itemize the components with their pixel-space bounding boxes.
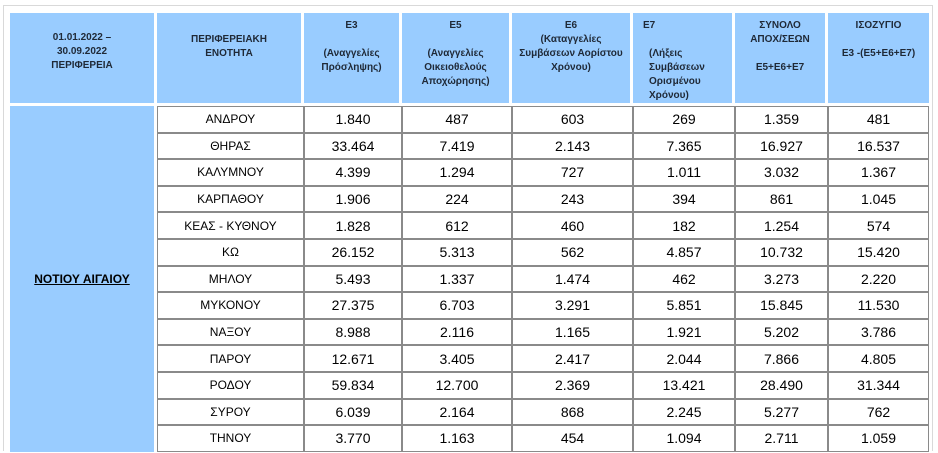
- balance-cell: 31.344: [828, 372, 929, 399]
- total-cell: 3.032: [735, 159, 828, 186]
- total-cell: 5.277: [735, 399, 828, 426]
- e3-cell: 8.988: [304, 319, 402, 346]
- header-e5: Ε5 (Αναγγελίες Οικειοθελούς Αποχώρησης): [402, 13, 512, 106]
- table-row: [10, 106, 929, 133]
- balance-cell: 1.059: [828, 425, 929, 452]
- employment-statistics-table: [10, 13, 929, 452]
- regional-unit-cell: ΚΑΛΥΜΝΟΥ: [157, 159, 304, 186]
- e7-cell: 394: [633, 186, 735, 213]
- e3-cell: 12.671: [304, 345, 402, 372]
- e6-cell: 1.165: [512, 319, 633, 346]
- balance-cell: 4.805: [828, 345, 929, 372]
- balance-cell: 2.220: [828, 266, 929, 293]
- e6-cell: 243: [512, 186, 633, 213]
- e6-cell: 2.369: [512, 372, 633, 399]
- e3-cell: 4.399: [304, 159, 402, 186]
- e7-cell: 13.421: [633, 372, 735, 399]
- e6-cell: 2.417: [512, 345, 633, 372]
- regional-unit-cell: ΚΑΡΠΑΘΟΥ: [157, 186, 304, 213]
- e6-cell: 868: [512, 399, 633, 426]
- regional-unit-cell: ΑΝΔΡΟΥ: [157, 106, 304, 133]
- e5-cell: 612: [402, 212, 512, 239]
- e6-cell: 460: [512, 212, 633, 239]
- e5-cell: 12.700: [402, 372, 512, 399]
- e7-cell: 2.245: [633, 399, 735, 426]
- total-cell: 15.845: [735, 292, 828, 319]
- regional-unit-cell: ΚΕΑΣ - ΚΥΘΝΟΥ: [157, 212, 304, 239]
- e7-cell: 2.044: [633, 345, 735, 372]
- e6-cell: 1.474: [512, 266, 633, 293]
- total-cell: 2.711: [735, 425, 828, 452]
- balance-cell: 1.045: [828, 186, 929, 213]
- e5-cell: 7.419: [402, 133, 512, 160]
- e7-cell: 1.011: [633, 159, 735, 186]
- e3-cell: 26.152: [304, 239, 402, 266]
- region-label: ΝΟΤΙΟΥ ΑΙΓΑΙΟΥ: [34, 271, 130, 286]
- balance-cell: 16.537: [828, 133, 929, 160]
- regional-unit-cell: ΠΑΡΟΥ: [157, 345, 304, 372]
- e5-cell: 5.313: [402, 239, 512, 266]
- balance-cell: 15.420: [828, 239, 929, 266]
- e3-cell: 5.493: [304, 266, 402, 293]
- e3-cell: 3.770: [304, 425, 402, 452]
- regional-unit-cell: ΚΩ: [157, 239, 304, 266]
- e6-cell: 603: [512, 106, 633, 133]
- e5-cell: 2.116: [402, 319, 512, 346]
- total-cell: 28.490: [735, 372, 828, 399]
- e3-cell: 1.828: [304, 212, 402, 239]
- balance-cell: 574: [828, 212, 929, 239]
- regional-unit-cell: ΘΗΡΑΣ: [157, 133, 304, 160]
- total-cell: 3.273: [735, 266, 828, 293]
- e7-cell: 7.365: [633, 133, 735, 160]
- total-cell: 861: [735, 186, 828, 213]
- header-period: 01.01.2022 – 30.09.2022 ΠΕΡΙΦΕΡΕΙΑ: [10, 13, 157, 106]
- e3-cell: 6.039: [304, 399, 402, 426]
- header-balance: ΙΣΟΖΥΓΙΟ Ε3 -(Ε5+Ε6+Ε7): [828, 13, 929, 106]
- table-body: [10, 106, 929, 452]
- region-cell: [10, 106, 157, 452]
- e7-cell: 5.851: [633, 292, 735, 319]
- e5-cell: 1.337: [402, 266, 512, 293]
- total-cell: 7.866: [735, 345, 828, 372]
- e6-cell: 727: [512, 159, 633, 186]
- total-cell: 1.254: [735, 212, 828, 239]
- e7-cell: 4.857: [633, 239, 735, 266]
- e5-cell: 224: [402, 186, 512, 213]
- e3-cell: 59.834: [304, 372, 402, 399]
- e5-cell: 1.163: [402, 425, 512, 452]
- e3-cell: 1.906: [304, 186, 402, 213]
- e6-cell: 2.143: [512, 133, 633, 160]
- e6-cell: 454: [512, 425, 633, 452]
- total-cell: 10.732: [735, 239, 828, 266]
- e7-cell: 269: [633, 106, 735, 133]
- balance-cell: 762: [828, 399, 929, 426]
- e3-cell: 33.464: [304, 133, 402, 160]
- e6-cell: 3.291: [512, 292, 633, 319]
- e3-cell: 1.840: [304, 106, 402, 133]
- e5-cell: 1.294: [402, 159, 512, 186]
- e5-cell: 3.405: [402, 345, 512, 372]
- total-cell: 1.359: [735, 106, 828, 133]
- balance-cell: 1.367: [828, 159, 929, 186]
- total-cell: 5.202: [735, 319, 828, 346]
- balance-cell: 481: [828, 106, 929, 133]
- header-row: [10, 13, 929, 106]
- regional-unit-cell: ΤΗΝΟΥ: [157, 425, 304, 452]
- e5-cell: 6.703: [402, 292, 512, 319]
- regional-unit-cell: ΣΥΡΟΥ: [157, 399, 304, 426]
- e3-cell: 27.375: [304, 292, 402, 319]
- balance-cell: 11.530: [828, 292, 929, 319]
- e5-cell: 2.164: [402, 399, 512, 426]
- regional-unit-cell: ΝΑΞΟΥ: [157, 319, 304, 346]
- regional-unit-cell: ΡΟΔΟΥ: [157, 372, 304, 399]
- e7-cell: 462: [633, 266, 735, 293]
- e6-cell: 562: [512, 239, 633, 266]
- total-cell: 16.927: [735, 133, 828, 160]
- e5-cell: 487: [402, 106, 512, 133]
- header-e7: Ε7 (Λήξεις Συμβάσεων Ορισμένου Χρόνου): [633, 13, 735, 106]
- header-e3: Ε3 (Αναγγελίες Πρόσληψης): [304, 13, 402, 106]
- balance-cell: 3.786: [828, 319, 929, 346]
- header-total-terminations: ΣΥΝΟΛΟ ΑΠΟΧ/ΣΕΩΝ Ε5+Ε6+Ε7: [735, 13, 828, 106]
- e7-cell: 1.921: [633, 319, 735, 346]
- e7-cell: 1.094: [633, 425, 735, 452]
- e7-cell: 182: [633, 212, 735, 239]
- header-e6: Ε6 (Καταγγελίες Συμβάσεων Αορίστου Χρόνου): [512, 13, 633, 106]
- regional-unit-cell: ΜΗΛΟΥ: [157, 266, 304, 293]
- regional-unit-cell: ΜΥΚΟΝΟΥ: [157, 292, 304, 319]
- header-regional-unit: ΠΕΡΙΦΕΡΕΙΑΚΗ ΕΝΟΤΗΤΑ: [157, 13, 304, 106]
